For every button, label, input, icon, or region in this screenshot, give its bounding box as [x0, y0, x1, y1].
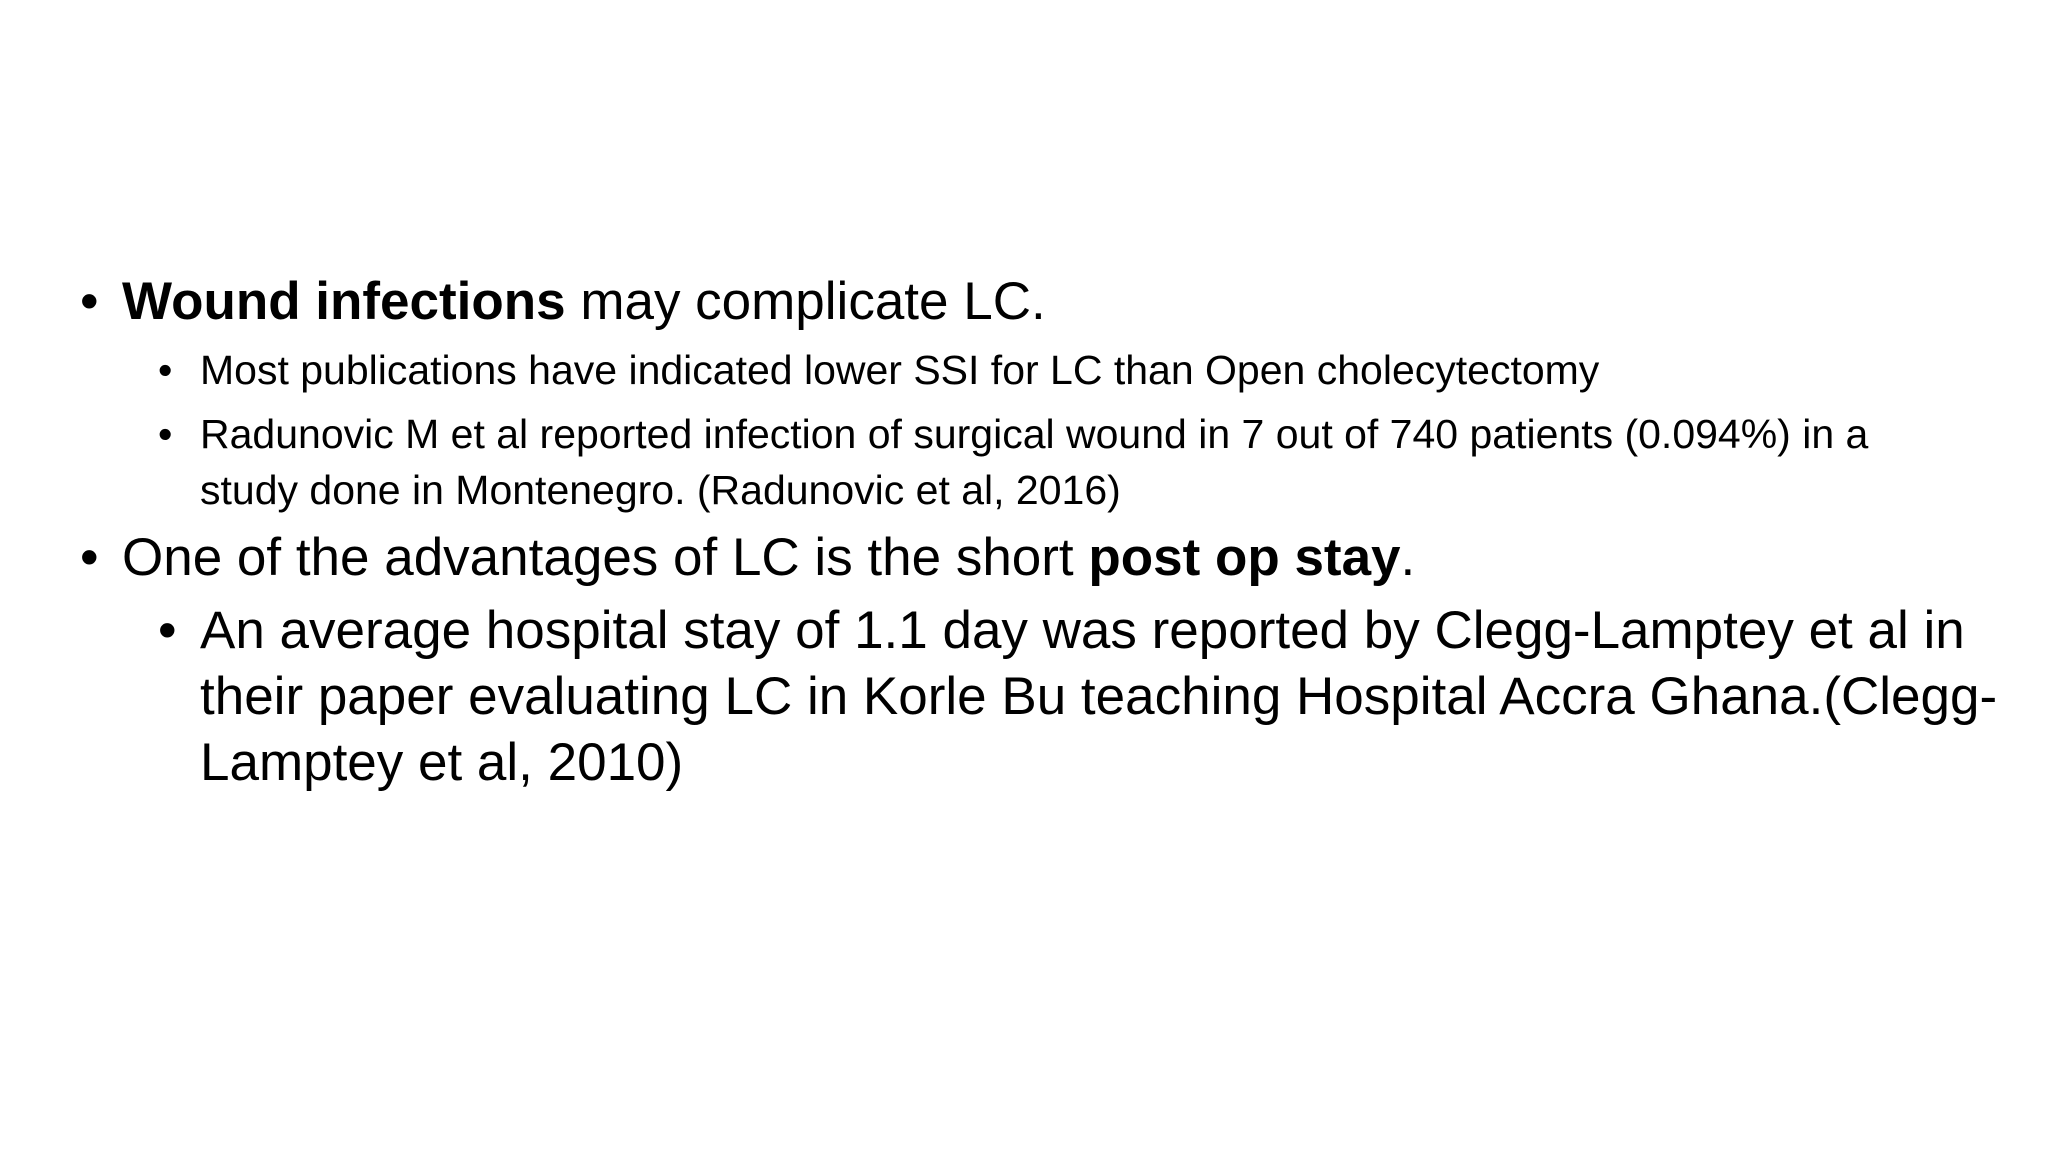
bold-term: Wound infections: [122, 272, 566, 331]
bullet-post: .: [1400, 528, 1416, 587]
bullet-dot: •: [80, 528, 99, 587]
bullet-text: [122, 526, 1982, 590]
sub-bullet-text: Radunovic M et al reported infection of surgical wound in 7 out of 740 patients (0.094%) in a study done in Montenegro. (Radunovic et al, 2016): [200, 411, 1869, 513]
sub-bullet: [156, 406, 2018, 518]
slide-body: [78, 270, 2018, 804]
bullet-dot: •: [158, 601, 177, 660]
sub-bullet-text: An average hospital stay of 1.1 day was reported by Clegg-Lamptey et al in their paper evaluating LC in Korle Bu teaching Hospital Accra Ghana.(Clegg-Lamptey et al, 2010): [200, 601, 1998, 792]
sub-list-stay: [156, 598, 2018, 796]
bullet-rest: may complicate LC.: [565, 272, 1046, 331]
sub-list-wound: [156, 342, 2018, 518]
bullet-dot: •: [158, 411, 173, 457]
sub-bullet: [156, 342, 2018, 398]
bullet-post-op-stay: [78, 526, 2018, 590]
bullet-text: [122, 270, 1982, 334]
bullet-pre: One of the advantages of LC is the short: [122, 528, 1089, 587]
bullet-dot: •: [80, 272, 99, 331]
bullet-wound-infections: [78, 270, 2018, 334]
sub-bullet: [156, 598, 2018, 796]
sub-bullet-text: Most publications have indicated lower SSI for LC than Open cholecytectomy: [200, 347, 1600, 393]
bullet-dot: •: [158, 347, 173, 393]
bold-term: post op stay: [1088, 528, 1401, 587]
